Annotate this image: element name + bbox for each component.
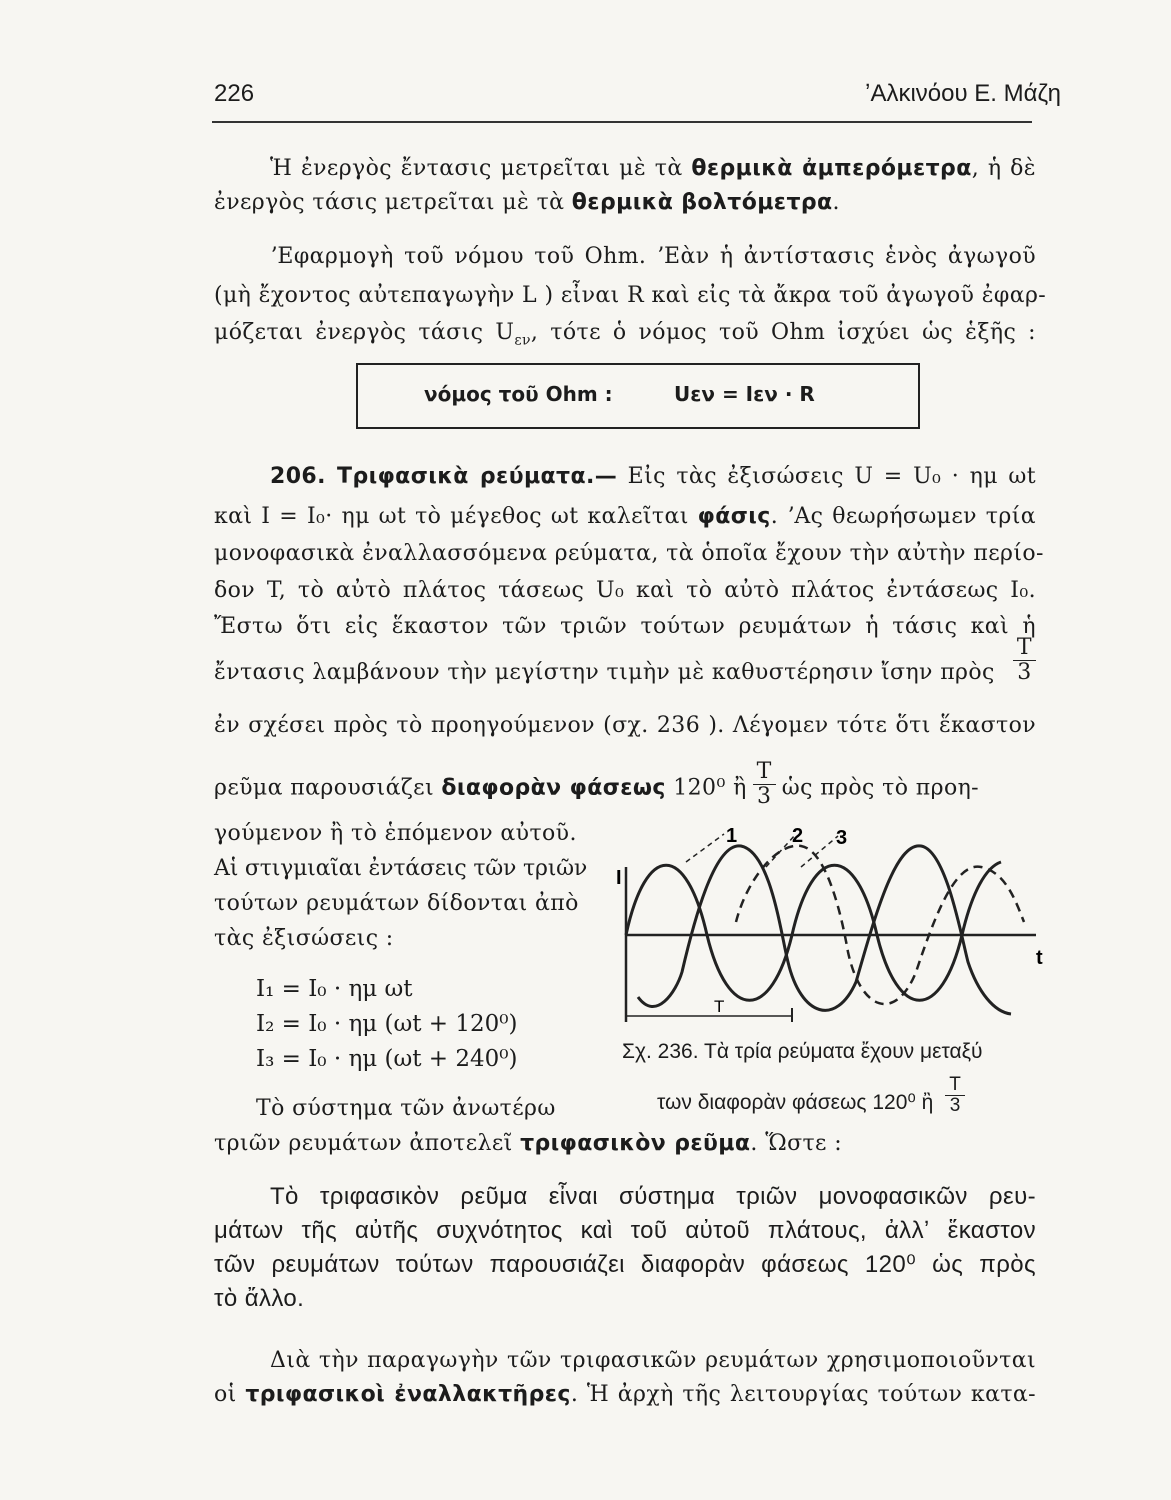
curve-phase-1 [626, 862, 1001, 1000]
after-eq-line1: Τὸ σύστημα τῶν ἀνωτέρω [256, 1096, 556, 1121]
page-number: 226 [214, 80, 255, 107]
para1-line1: Ἡ ἐνεργὸς ἔντασις μετρεῖται μὲ τὰ θερμικὰ ἀμπερόμετρα, ἡ δὲ [270, 156, 1036, 181]
ohm-law-label: νόμος τοῦ Ohm : [424, 382, 613, 406]
bold-three-phase-alternators: τριφασικοὶ ἐναλλακτῆρες [245, 1382, 571, 1407]
after-eq-line2: τριῶν ρευμάτων ἀποτελεῖ τριφασικὸν ρεῦμα. Ὥστε : [214, 1131, 843, 1156]
section-line9: γούμενον ἢ τὸ ἑπόμενον αὐτοῦ. [214, 821, 577, 846]
header-rule [212, 121, 1032, 123]
section-line11: τούτων ρευμάτων δίδονται ἀπὸ [214, 891, 579, 916]
last-para-line2: οἱ τριφασικοὶ ἐναλλακτῆρες. Ἡ ἀρχὴ τῆς λειτουργίας τούτων κατα- [214, 1382, 1036, 1407]
curve-label-2: 2 [792, 825, 804, 847]
bold-thermal-voltmeters: θερμικὰ βολτόμετρα [571, 190, 833, 215]
section-title: 206. Τριφασικὰ ρεύματα.— [270, 464, 618, 489]
equation-i1: I₁ = I₀ · ημ ωt [256, 976, 413, 1002]
figure-caption-line2: των διαφορὰν φάσεως 120⁰ ἢ $\frac{T}{3}$ [657, 1083, 971, 1124]
ohm-law-formula: Uεν = Iεν · R [674, 382, 815, 406]
fraction-t-over-3: $\frac{T}{3}$ [1013, 636, 1036, 685]
definition-line3: τῶν ρευμάτων τούτων παρουσιάζει διαφορὰν φάσεως 120⁰ ὡς πρὸς [214, 1251, 1036, 1278]
axis-label-i: I [616, 867, 622, 889]
three-phase-waveform [616, 822, 1046, 1032]
equation-i2: I₂ = I₀ · ημ (ωt + 120⁰) [256, 1011, 518, 1037]
ohm-law-box [356, 363, 920, 429]
bold-phase: φάσις [697, 504, 771, 529]
para2-line2: (μὴ ἔχοντος αὐτεπαγωγὴν L ) εἶναι R καὶ εἰς τὰ ἄκρα τοῦ ἀγωγοῦ ἐφαρ- [214, 283, 1047, 308]
equation-i3: I₃ = I₀ · ημ (ωt + 240⁰) [256, 1046, 518, 1072]
bold-phase-difference: διαφορὰν φάσεως [441, 775, 666, 801]
curve-label-3: 3 [836, 827, 848, 849]
section-line6: ἔντασις λαμβάνουν τὴν μεγίστην τιμὴν μὲ καθυστέρησιν ἴσην πρὸς $\frac{T}{3}$ [214, 658, 1036, 688]
definition-line2: μάτων τῆς αὐτῆς συχνότητος καὶ τοῦ αὐτοῦ πλάτους, ἀλλʼ ἕκαστον [214, 1217, 1036, 1244]
section-line3: μονοφασικὰ ἐναλλασσόμενα ρεύματα, τὰ ὁποῖα ἔχουν τὴν αὐτὴν περίο- [214, 541, 1044, 566]
section-line12: τὰς ἐξισώσεις : [214, 926, 394, 951]
leader-3 [801, 836, 838, 867]
section-line10: Αἱ στιγμιαῖαι ἐντάσεις τῶν τριῶν [214, 856, 588, 881]
last-para-line1: Διὰ τὴν παραγωγὴν τῶν τριφασικῶν ρευμάτων χρησιμοποιοῦνται [270, 1348, 1036, 1373]
section-line8: ρεῦμα παρουσιάζει διαφορὰν φάσεως 120⁰ ἢ $\frac{T}{3}$ ὡς πρὸς τὸ προη- [214, 759, 980, 809]
period-label: T [714, 997, 725, 1016]
definition-line1: Τὸ τριφασικὸν ρεῦμα εἶναι σύστημα τριῶν μονοφασικῶν ρευ- [270, 1183, 1036, 1210]
definition-line4: τὸ ἄλλο. [214, 1285, 305, 1312]
fraction-t-over-3-inline: $\frac{T}{3}$ [753, 760, 776, 809]
section-line5: Ἔστω ὅτι εἰς ἕκαστον τῶν τριῶν τούτων ρευμάτων ἡ τάσις καὶ ἡ [214, 614, 1036, 639]
section-line4: δον T, τὸ αὐτὸ πλάτος τάσεως U₀ καὶ τὸ αὐτὸ πλάτος ἐντάσεως I₀. [214, 578, 1036, 603]
bold-three-phase-current: τριφασικὸν ρεῦμα [520, 1131, 751, 1156]
para1-line2: ἐνεργὸς τάσις μετρεῖται μὲ τὰ θερμικὰ βολτόμετρα. [214, 190, 840, 215]
leader-1 [686, 834, 724, 862]
para2-line3: μόζεται ἐνεργὸς τάσις $U_{\varepsilon\nu}$, τότε ὁ νόμος τοῦ Ohm ἰσχύει ὡς ἑξῆς : [214, 320, 1036, 349]
figure-236 [616, 822, 1046, 1036]
section-line7: ἐν σχέσει πρὸς τὸ προηγούμενον (σχ. 236 ). Λέγομεν τότε ὅτι ἕκαστον [214, 713, 1036, 738]
para2-line1: ʼΕφαρμογὴ τοῦ νόμου τοῦ Ohm. ʼΕὰν ἡ ἀντίστασις ἑνὸς ἀγωγοῦ [270, 244, 1036, 269]
section-206-line1: 206. Τριφασικὰ ρεύματα.— Εἰς τὰς ἐξισώσεις U = U₀ · ημ ωt [270, 464, 1037, 489]
caption-fraction: $\frac{T}{3}$ [945, 1075, 965, 1116]
bold-thermal-ammeters: θερμικὰ ἀμπερόμετρα [691, 156, 972, 181]
section-line2: καὶ I = I₀· ημ ωt τὸ μέγεθος ωt καλεῖται φάσις. ʼΑς θεωρήσωμεν τρία [214, 504, 1036, 529]
curve-label-1: 1 [726, 825, 738, 847]
running-header-author: ʼΑλκινόου Ε. Μάζη [865, 80, 1061, 107]
figure-caption-line1: Σχ. 236. Τὰ τρία ρεύματα ἔχουν μεταξύ [622, 1040, 983, 1063]
axis-label-t: t [1036, 947, 1043, 969]
